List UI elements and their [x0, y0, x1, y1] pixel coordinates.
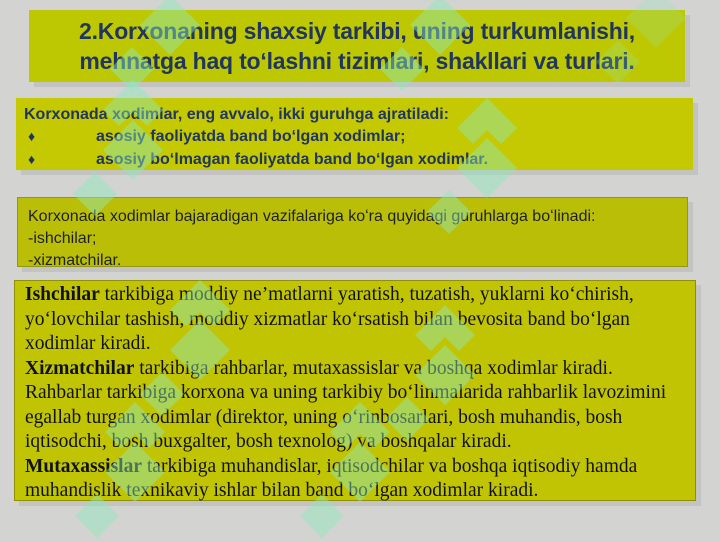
task-group-item-workers: -ishchilar; [28, 230, 97, 247]
task-groups-heading: Korxonada xodimlar bajaradigan vazifalariga koʻra quyidagi guruhlarga boʻlinadi: [28, 208, 596, 225]
definition-text: tarkibiga rahbarlar, mutaxassislar va boshqa xodimlar kiradi. [134, 357, 613, 379]
task-groups-box [17, 197, 688, 267]
definition-paragraph [25, 357, 685, 382]
definition-term: Mutaxassislar [25, 455, 142, 477]
bullet-text: asosiy faoliyatda band boʻlgan xodimlar; [96, 128, 406, 145]
slide-title-line-2: mehnatga haq toʻlashni tizimlari, shakllari va turlari. [79, 48, 635, 74]
definitions-box [14, 280, 696, 501]
definition-text: tarkibiga muhandislar, iqtisodchilar va boshqa iqtisodiy hamda muhandislik texnikaviy ishlar bilan band boʻlgan xodimlar kiradi. [25, 455, 638, 501]
definition-paragraph [25, 455, 685, 504]
groups-heading: Korxonada xodimlar, eng avvalo, ikki guruhga ajratiladi: [24, 106, 450, 123]
slide-title-line-1: 2.Korxonaning shaxsiy tarkibi, uning turkumlanishi, [79, 18, 635, 44]
diamond-bullet-icon: ♦ [28, 128, 36, 144]
definition-term: Xizmatchilar [25, 357, 135, 379]
definition-paragraph [25, 283, 685, 357]
definition-text: tarkibiga moddiy ne’matlarni yaratish, tuzatish, yuklarni koʻchirish, yoʻlovchilar tashish, moddiy xizmatlar koʻrsatish bilan bevosita band boʻlgan xodimlar kiradi. [25, 284, 634, 354]
diamond-bullet-icon: ♦ [28, 151, 36, 167]
definition-paragraph [25, 381, 685, 455]
task-group-item-employees: -xizmatchilar. [28, 252, 122, 269]
bullet-item [24, 125, 685, 148]
bullet-item [24, 148, 685, 171]
definition-text: Rahbarlar tarkibiga korxona va uning tarkibiy boʻlinmalarida rahbarlik lavozimini egallab turgan xodimlar (direktor, uning oʻrinbosarlari, bosh muhandis, bosh iqtisodchi, bosh buxgalter, bosh texnolog) va boshqalar kiradi. [25, 382, 667, 452]
employee-groups-box [16, 98, 693, 170]
definition-term: Ishchilar [25, 284, 100, 305]
slide-title-box [29, 10, 685, 82]
bullet-text: asosiy boʻlmagan faoliyatda band boʻlgan xodimlar. [96, 151, 489, 168]
